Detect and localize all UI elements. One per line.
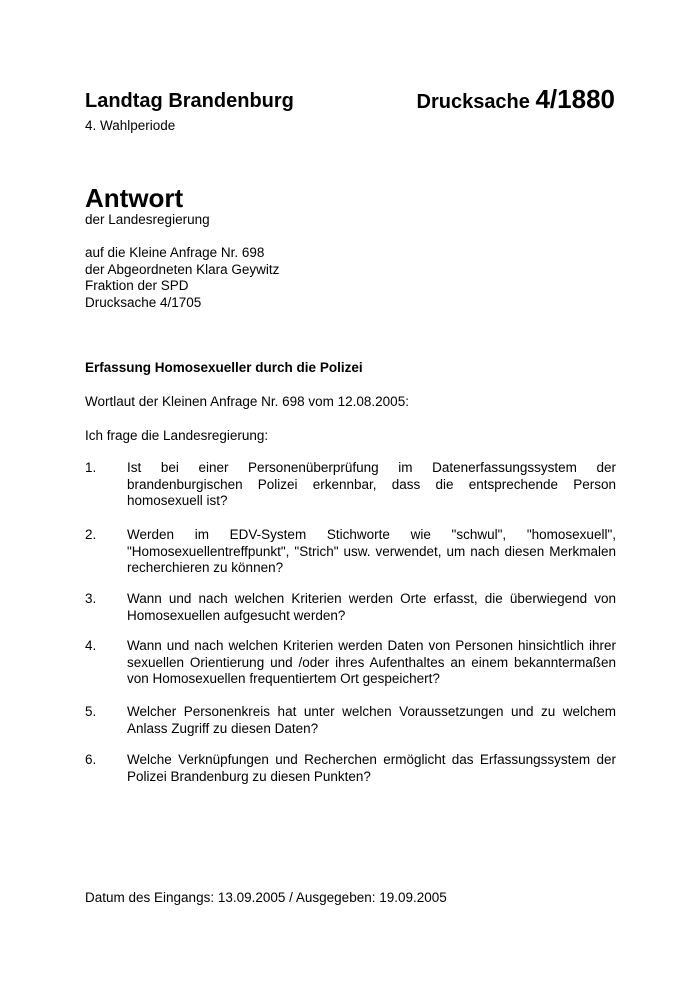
question-item [85, 752, 616, 785]
question-item [85, 460, 616, 510]
anfrage-line: auf die Kleine Anfrage Nr. 698 [85, 245, 265, 260]
question-item [85, 704, 616, 737]
wahlperiode: 4. Wahlperiode [85, 118, 176, 133]
anfrage-line: Drucksache 4/1705 [85, 294, 202, 310]
question-text: Wann und nach welchen Kriterien werden Orte erfasst, die überwiegend von Homosexuellen aufgesucht werden? [127, 591, 616, 623]
wortlaut-line: Wortlaut der Kleinen Anfrage Nr. 698 vom 12.08.2005: [85, 394, 409, 409]
document-type-title: Antwort [85, 183, 184, 213]
subject-heading: Erfassung Homosexueller durch die Polizei [85, 360, 363, 375]
question-text: Werden im EDV-System Stichworte wie "schwul", "homosexuell", "Homosexuellentreffpunkt", "Strich" usw. verwendet, um nach diesen Merkmalen recherchieren zu können? [127, 527, 616, 575]
question-number: 1. [85, 460, 97, 475]
question-number: 3. [85, 591, 97, 606]
question-number: 2. [85, 527, 97, 542]
anfrage-reference [85, 245, 279, 311]
issuer: der Landesregierung [85, 212, 210, 227]
drucksache-label: Drucksache [416, 91, 530, 113]
question-item [85, 638, 616, 688]
anfrage-line: der Abgeordneten Klara Geywitz [85, 261, 280, 277]
question-item [85, 527, 616, 577]
question-text: Ist bei einer Personenüberprüfung im Datenerfassungssystem der brandenburgischen Polizei erkennbar, dass die entsprechende Person homosexuell ist? [127, 460, 616, 508]
drucksache-header [417, 84, 616, 117]
footer-dates: Datum des Eingangs: 13.09.2005 / Ausgegeben: 19.09.2005 [85, 890, 447, 905]
anfrage-line: Fraktion der SPD [85, 278, 189, 293]
intro-line: Ich frage die Landesregierung: [85, 428, 269, 443]
parliament-name: Landtag Brandenburg [85, 90, 294, 112]
question-text: Wann und nach welchen Kriterien werden Daten von Personen hinsichtlich ihrer sexuellen Orientierung und /oder ihres Aufenthaltes an einem bekanntermaßen von Homosexuellen frequentiertem Ort gespeichert? [127, 638, 616, 686]
question-number: 6. [85, 752, 97, 767]
question-number: 5. [85, 704, 97, 719]
question-text: Welche Verknüpfungen und Recherchen ermöglicht das Erfassungssystem der Polizei Brandenburg zu diesen Punkten? [127, 752, 616, 784]
drucksache-number: 4/1880 [535, 84, 615, 114]
question-number: 4. [85, 638, 97, 653]
question-item [85, 591, 616, 624]
question-text: Welcher Personenkreis hat unter welchen Voraussetzungen und zu welchem Anlass Zugriff zu diesen Daten? [127, 704, 616, 736]
